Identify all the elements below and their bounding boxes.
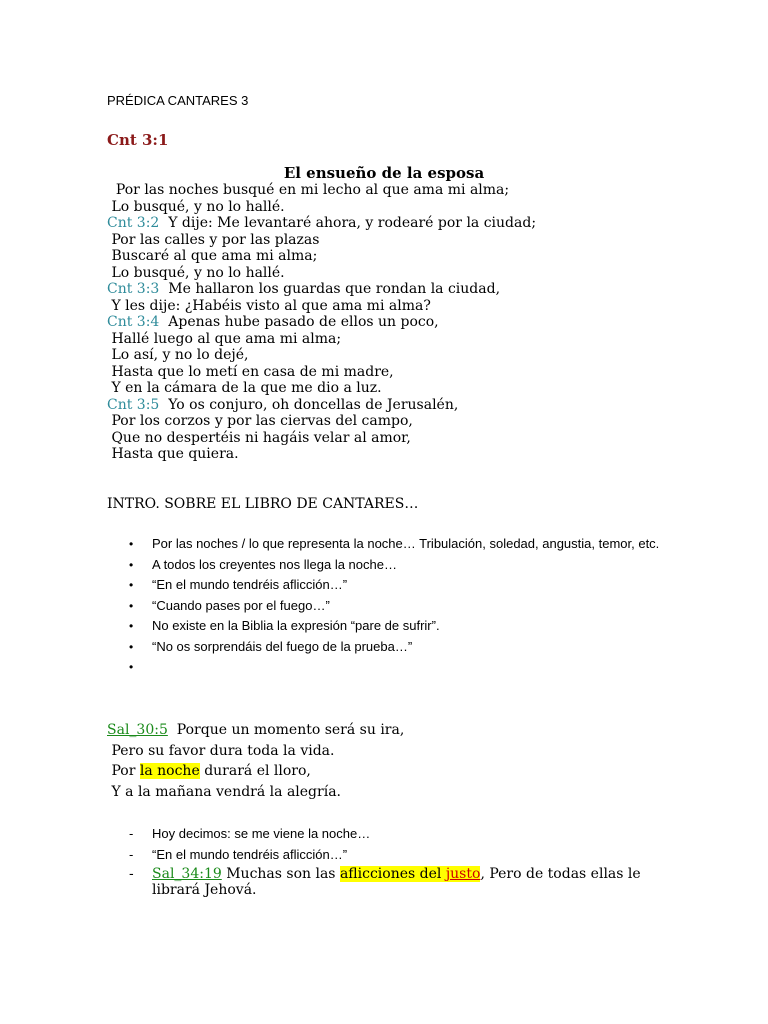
poem-line-text: Hasta que lo metí en casa de mi madre, xyxy=(107,363,394,380)
intro-heading: INTRO. SOBRE EL LIBRO DE CANTARES… xyxy=(107,496,419,512)
psalm-line xyxy=(107,720,404,741)
bullet-icon: • xyxy=(129,660,134,674)
psalm-line-text: Pero su favor dura toda la vida. xyxy=(107,742,335,759)
poem-line-text: Hasta que quiera. xyxy=(107,446,239,462)
bullet-text xyxy=(152,659,156,674)
bullet-icon: • xyxy=(129,619,134,633)
psalm-line xyxy=(107,761,404,782)
poem-line xyxy=(107,446,536,463)
poem-line xyxy=(107,413,536,430)
poem-line xyxy=(107,199,536,216)
poem-line xyxy=(107,265,536,282)
verse-reference-link[interactable]: Sal_34:19 xyxy=(152,866,222,882)
dash-text: Muchas son las xyxy=(221,866,340,882)
poem-line-text: Me hallaron los guardas que rondan la ciudad, xyxy=(159,281,501,297)
dash-icon: - xyxy=(129,826,134,841)
bullet-item xyxy=(124,616,684,637)
poem-line-text: Y dije: Me levantaré ahora, y rodearé por la ciudad; xyxy=(159,215,537,231)
poem-line-text: Lo busqué, y no lo hallé. xyxy=(107,198,285,215)
dash-list xyxy=(124,823,664,898)
poem-line xyxy=(107,314,536,331)
highlighted-text xyxy=(340,866,480,882)
bullet-item xyxy=(124,555,684,576)
bullet-icon: • xyxy=(129,578,134,592)
poem-line xyxy=(107,182,536,199)
dash-text: , Pero de todas ellas le librará Jehová. xyxy=(152,866,641,898)
verse-reference: Cnt 3:5 xyxy=(107,396,160,413)
dash-item xyxy=(124,823,664,844)
psalm-line xyxy=(107,782,404,803)
psalm-line xyxy=(107,741,404,762)
dash-text: “En el mundo tendréis aflicción…” xyxy=(152,847,348,862)
psalm-quote xyxy=(107,720,404,802)
poem-line xyxy=(107,232,536,249)
bullet-item xyxy=(124,596,684,617)
bullet-item-empty xyxy=(124,657,684,678)
bullet-item xyxy=(124,637,684,658)
bullet-text: A todos los creyentes nos llega la noche… xyxy=(152,556,397,572)
bullet-item xyxy=(124,534,684,555)
chapter-reference-heading: Cnt 3:1 xyxy=(107,131,169,149)
dash-item xyxy=(124,844,664,865)
bullet-text: “En el mundo tendréis aflicción…” xyxy=(152,577,348,592)
bullet-icon: • xyxy=(129,598,134,613)
dash-item-verse xyxy=(124,865,664,898)
bullet-icon: • xyxy=(129,537,134,551)
psalm-line-text: durará el lloro, xyxy=(199,763,311,779)
poem-line xyxy=(107,248,536,265)
poem-line-text: Apenas hube pasado de ellos un poco, xyxy=(159,314,439,330)
psalm-reference-link[interactable]: Sal_30:5 xyxy=(107,722,168,738)
bullet-icon: • xyxy=(129,557,134,572)
poem-line-text: Hallé luego al que ama mi alma; xyxy=(107,330,342,347)
poem-line xyxy=(107,430,536,447)
dash-text: Hoy decimos: se me viene la noche… xyxy=(152,826,371,841)
poem-line xyxy=(107,397,536,414)
verse-reference: Cnt 3:2 xyxy=(107,215,160,231)
poem-line xyxy=(107,364,536,381)
poem-line-text: Por los corzos y por las ciervas del campo, xyxy=(107,413,413,429)
highlighted-text-part: aflicciones del xyxy=(339,866,446,882)
poem-line xyxy=(107,347,536,364)
bullet-list xyxy=(124,534,684,678)
highlighted-text: la noche xyxy=(139,763,200,779)
bullet-text: No existe en la Biblia la expresión “pare de sufrir”. xyxy=(152,618,440,633)
bullet-text: Por las noches / lo que representa la noche… Tribulación, soledad, angustia, temor, etc. xyxy=(152,536,660,551)
poem-line-text: Que no despertéis ni hagáis velar al amor, xyxy=(107,429,411,446)
poem-line-text: Por las calles y por las plazas xyxy=(107,231,320,248)
verse-reference: Cnt 3:3 xyxy=(107,281,160,297)
verse-reference: Cnt 3:4 xyxy=(107,314,160,330)
document-title: PRÉDICA CANTARES 3 xyxy=(107,93,249,108)
psalm-line-text: Por xyxy=(107,763,140,779)
poem-line-text: Buscaré al que ama mi alma; xyxy=(107,248,318,264)
poem-line-text: Y les dije: ¿Habéis visto al que ama mi alma? xyxy=(107,297,431,314)
bullet-icon: • xyxy=(129,639,134,654)
poem-line-text: Yo os conjuro, oh doncellas de Jerusalén, xyxy=(159,396,459,413)
poem-title: El ensueño de la esposa xyxy=(283,164,485,182)
psalm-line-text: Porque un momento será su ira, xyxy=(167,722,405,738)
bullet-text: “No os sorprendáis del fuego de la prueba…” xyxy=(152,638,413,654)
poem-line xyxy=(107,298,536,315)
poem-line-text: Lo así, y no lo dejé, xyxy=(107,347,249,363)
poem-line-text: Por las noches busqué en mi lecho al que ama mi alma; xyxy=(107,182,510,198)
dash-icon: - xyxy=(129,865,134,881)
poem-body xyxy=(107,182,536,463)
bullet-item xyxy=(124,575,684,596)
poem-line xyxy=(107,331,536,348)
poem-line xyxy=(107,281,536,298)
poem-line xyxy=(107,380,536,397)
poem-line-text: Y en la cámara de la que me dio a luz. xyxy=(107,380,382,396)
highlighted-red-word: justo xyxy=(445,866,481,882)
dash-icon: - xyxy=(129,847,134,862)
poem-line xyxy=(107,215,536,232)
psalm-line-text: Y a la mañana vendrá la alegría. xyxy=(107,783,341,800)
poem-line-text: Lo busqué, y no lo hallé. xyxy=(107,264,285,281)
bullet-text: “Cuando pases por el fuego…” xyxy=(152,597,330,613)
